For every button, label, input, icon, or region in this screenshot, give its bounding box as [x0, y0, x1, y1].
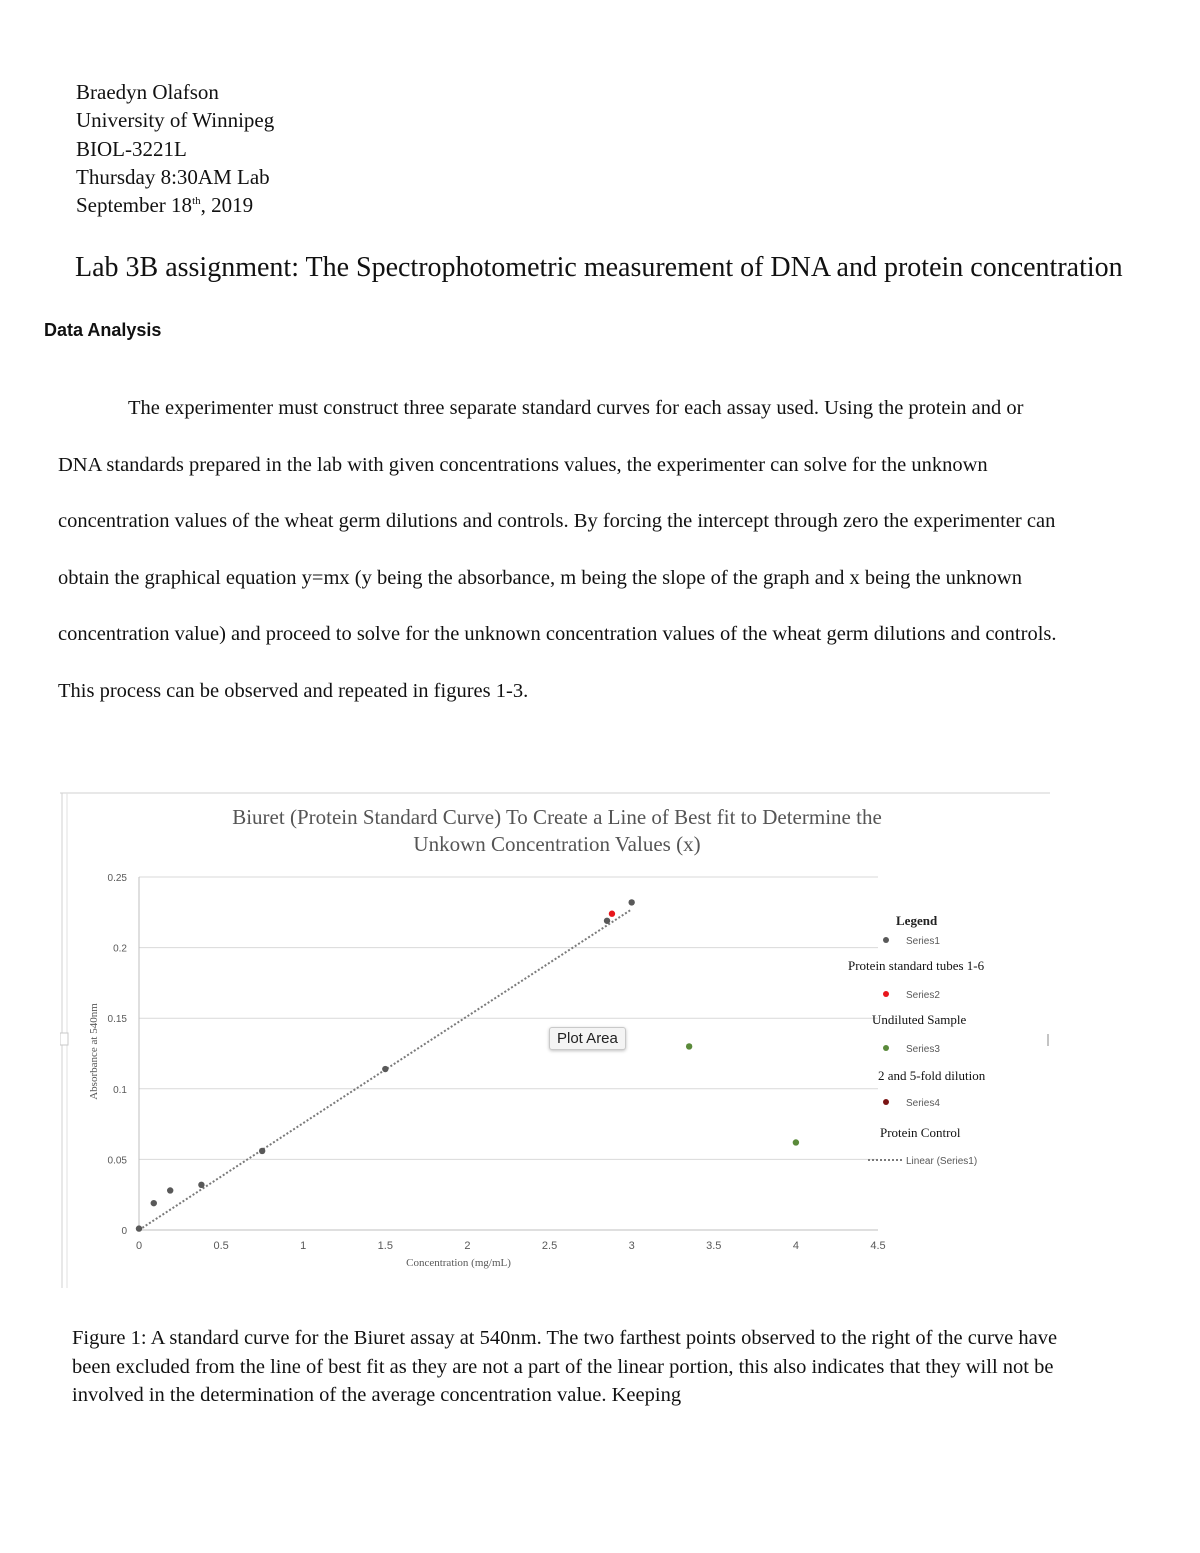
- legend-marker-series3: [883, 1045, 889, 1051]
- date-main: September 18: [76, 193, 193, 218]
- y-tick-label: 0.2: [113, 943, 127, 955]
- legend-label-trendline: Linear (Series1): [906, 1156, 978, 1167]
- x-tick-label: 0.5: [213, 1240, 229, 1252]
- institution: University of Winnipeg: [76, 108, 275, 133]
- data-point-series2: [609, 911, 615, 917]
- data-point-series1: [382, 1066, 388, 1072]
- data-point-series1: [604, 918, 610, 924]
- legend-description-series1: Protein standard tubes 1-6: [848, 958, 985, 973]
- legend-marker-series2: [883, 991, 889, 997]
- section-heading: Data Analysis: [44, 320, 162, 340]
- document-title: Lab 3B assignment: The Spectrophotometric measurement of DNA and protein concentration: [75, 252, 1123, 283]
- data-point-series3: [686, 1043, 692, 1049]
- x-axis-label: Concentration (mg/mL): [406, 1257, 511, 1269]
- x-tick-label: 1: [300, 1240, 307, 1252]
- data-point-series1: [198, 1182, 204, 1188]
- legend-marker-series1: [883, 937, 889, 943]
- data-point-series1: [259, 1148, 265, 1154]
- document-header: [76, 78, 274, 219]
- data-point-series3: [793, 1139, 799, 1145]
- y-axis-label: Absorbance at 540nm: [88, 1003, 100, 1100]
- body-paragraph: [58, 380, 1058, 719]
- date: [76, 191, 274, 219]
- x-tick-label: 3.5: [706, 1240, 722, 1252]
- data-point-series1: [628, 899, 634, 905]
- chart-container[interactable]: [60, 790, 1050, 1288]
- legend-description-series4: Protein Control: [880, 1125, 961, 1140]
- x-tick-label: 2: [464, 1240, 471, 1252]
- legend-label-series4: Series4: [906, 1098, 940, 1109]
- chart-title-line1: Biuret (Protein Standard Curve) To Create a Line of Best fit to Determine the: [232, 805, 882, 829]
- legend-label-series3: Series3: [906, 1044, 940, 1055]
- legend-title: Legend: [896, 913, 938, 928]
- left-resize-handle: [60, 1033, 68, 1045]
- chart-title-line2: Unkown Concentration Values (x): [413, 832, 701, 856]
- legend-description-series3: 2 and 5-fold dilution: [878, 1068, 986, 1083]
- lab-time: Thursday 8:30AM Lab: [76, 164, 270, 189]
- plot-area-tooltip: Plot Area: [549, 1027, 626, 1050]
- course-code: BIOL-3221L: [76, 136, 187, 161]
- y-tick-label: 0: [121, 1226, 127, 1237]
- date-ordinal: th: [192, 195, 201, 208]
- author-name: Braedyn Olafson: [76, 80, 219, 104]
- x-tick-label: 0: [135, 1240, 143, 1252]
- legend-label-series1: Series1: [906, 936, 940, 947]
- y-tick-label: 0.05: [107, 1155, 127, 1167]
- x-tick-label: 2.5: [541, 1240, 558, 1252]
- legend-label-series2: Series2: [906, 990, 940, 1001]
- body-paragraph-text: The experimenter must construct three separate standard curves for each assay used. Using the protein and or DNA standards prepared in the lab with given concentrations values, the experimenter can solve for the unknown concentration values of the wheat germ dilutions and controls. By forcing the intercept through zero the experimenter can obtain the graphical equation y=mx (y being the absorbance, m being the slope of the graph and x being the unknown concentration value) and proceed to solve for the unknown concentration values of the wheat germ dilutions and controls. This process can be observed and repeated in figures 1-3.: [58, 397, 1057, 702]
- figure-caption: Figure 1: A standard curve for the Biuret assay at 540nm. The two farthest points observed to the right of the curve have been excluded from the line of best fit as they are not a part of the linear portion, this also indicates that they will not be involved in the determination of the average concentration value. Keeping: [72, 1327, 1058, 1406]
- legend-marker-series4: [883, 1099, 889, 1105]
- date-year: , 2019: [200, 193, 254, 218]
- x-tick-label: 4.5: [870, 1240, 886, 1252]
- x-tick-label: 1.5: [377, 1240, 393, 1252]
- x-tick-label: 4: [792, 1240, 799, 1252]
- legend-description-series2: Undiluted Sample: [872, 1012, 967, 1027]
- data-point-series1: [151, 1200, 157, 1206]
- y-tick-label: 0.15: [107, 1014, 127, 1026]
- y-tick-label: 0.25: [107, 873, 127, 884]
- x-tick-label: 3: [628, 1240, 635, 1252]
- data-point-series1: [136, 1225, 142, 1231]
- y-tick-label: 0.1: [113, 1084, 127, 1096]
- data-point-series1: [167, 1187, 173, 1193]
